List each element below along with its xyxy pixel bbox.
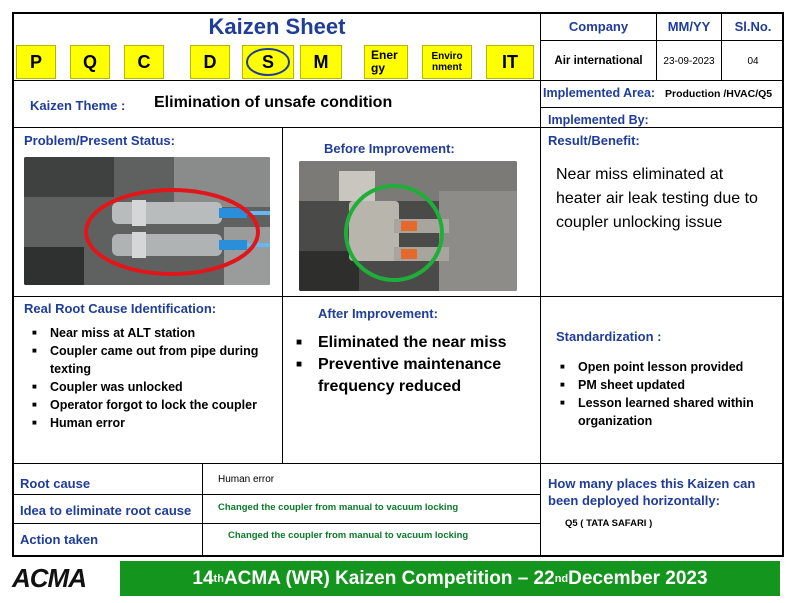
category-d: D <box>190 45 230 79</box>
implemented-area-label: Implemented Area: <box>543 86 656 100</box>
category-s-label: S <box>261 51 274 72</box>
idea-value: Changed the coupler from manual to vacuum locking <box>218 502 459 513</box>
after-improvement-list <box>294 332 534 398</box>
category-m: M <box>300 45 342 79</box>
list-item: ■ Coupler was unlocked <box>28 378 278 396</box>
acma-logo: ACMA <box>12 563 86 593</box>
list-item: ■ PM sheet updated <box>556 376 776 394</box>
list-item: ■ Open point lesson provided <box>556 358 776 376</box>
divider <box>540 12 541 557</box>
list-item: ■ Operator forgot to lock the coupler <box>28 396 278 414</box>
root-cause-ident-label: Real Root Cause Identification: <box>24 301 217 316</box>
divider <box>12 296 784 297</box>
sl-no-value: 04 <box>747 56 759 67</box>
footer-banner <box>120 561 780 596</box>
after-improvement-label: After Improvement: <box>318 306 438 321</box>
category-environment: Enviro nment <box>422 45 472 79</box>
company-value: Air international <box>554 55 643 67</box>
selection-circle <box>243 46 293 78</box>
list-item: ■ Lesson learned shared within organization <box>556 394 776 430</box>
theme-label: Kaizen Theme : <box>30 98 126 113</box>
divider <box>12 80 784 81</box>
footer-mid: ACMA (WR) Kaizen Competition – 22 <box>223 567 555 589</box>
divider <box>282 127 283 463</box>
list-item: ■ Near miss at ALT station <box>28 324 278 342</box>
list-item: ■ Eliminated the near miss <box>294 332 534 354</box>
footer-ordinal-sup: th <box>213 572 224 585</box>
footer-ordinal: 14 <box>192 567 214 589</box>
root-cause-list <box>28 324 278 432</box>
category-energy: Ener gy <box>364 45 408 79</box>
divider <box>540 107 784 108</box>
category-s-selected <box>242 45 294 79</box>
divider <box>12 494 540 495</box>
footer-tail: December 2023 <box>568 567 708 589</box>
implemented-by-label: Implemented By: <box>548 113 649 127</box>
idea-label: Idea to eliminate root cause <box>20 503 192 518</box>
problem-label: Problem/Present Status: <box>24 133 175 148</box>
category-it: IT <box>486 45 534 79</box>
list-item: ■ Human error <box>28 414 278 432</box>
date-label: MM/YY <box>667 19 711 34</box>
theme-value: Elimination of unsafe condition <box>154 94 393 111</box>
action-value: Changed the coupler from manual to vacuum locking <box>228 530 469 541</box>
result-text: Near miss eliminated at heater air leak testing due to coupler unlocking issue <box>556 166 758 231</box>
result-label: Result/Benefit: <box>548 133 640 148</box>
implemented-area-value: Production /HVAC/Q5 <box>665 88 773 100</box>
date-value: 23-09-2023 <box>663 56 715 67</box>
action-label: Action taken <box>20 532 99 547</box>
root-cause-label: Root cause <box>20 476 91 491</box>
standardization-list <box>556 358 776 430</box>
before-improvement-label: Before Improvement: <box>324 141 455 156</box>
divider <box>202 463 203 557</box>
before-improvement-photo-image <box>299 161 517 291</box>
category-p: P <box>16 45 56 79</box>
before-improvement-photo <box>299 161 517 291</box>
root-cause-value: Human error <box>218 474 275 485</box>
list-item: ■ Preventive maintenance frequency reduced <box>294 354 534 398</box>
divider <box>540 40 784 41</box>
deploy-value: Q5 ( TATA SAFARI ) <box>565 518 653 529</box>
category-q: Q <box>70 45 110 79</box>
deploy-label: How many places this Kaizen can been deployed horizontally: <box>548 476 756 508</box>
divider <box>12 127 784 128</box>
divider <box>12 523 540 524</box>
footer-date-sup: nd <box>554 572 569 585</box>
standardization-label: Standardization : <box>556 329 662 344</box>
problem-photo <box>24 157 270 285</box>
list-item: ■ Coupler came out from pipe during texting <box>28 342 278 378</box>
company-label: Company <box>568 19 629 34</box>
sheet-title: Kaizen Sheet <box>208 14 346 39</box>
category-c: C <box>124 45 164 79</box>
divider <box>12 463 784 464</box>
problem-photo-image <box>24 157 270 285</box>
sl-no-label: Sl.No. <box>734 19 772 34</box>
